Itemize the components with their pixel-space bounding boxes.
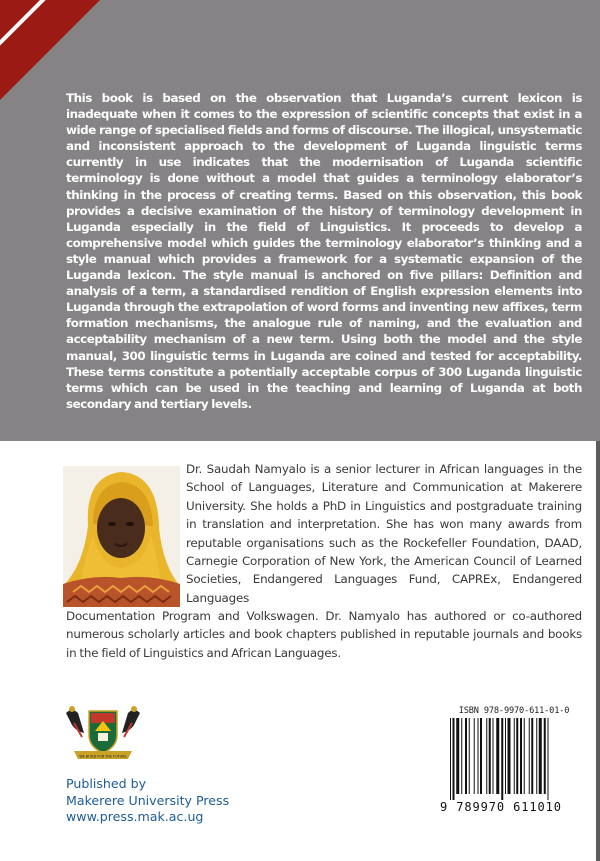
barcode-bar (496, 718, 499, 794)
barcode-bar (520, 718, 522, 794)
barcode-bar (478, 718, 479, 794)
barcode-bar (493, 718, 494, 794)
corner-accent (0, 0, 100, 100)
barcode-bar (461, 718, 462, 794)
barcode-bar (548, 718, 549, 800)
barcode-bar (489, 718, 491, 794)
edge-stripe (596, 441, 600, 861)
university-crest-logo (62, 703, 144, 765)
published-by-label: Published by (66, 776, 147, 791)
barcode-bar (524, 718, 525, 794)
crest-icon (62, 703, 144, 765)
author-portrait-image (63, 466, 180, 607)
barcode-bar (505, 718, 506, 794)
barcode-bar (529, 718, 530, 794)
barcode-bar (536, 718, 537, 794)
crest-motto: WE BUILD FOR THE FUTURE (79, 754, 127, 759)
isbn-digits: 9 789970 611010 (440, 800, 562, 814)
author-bio-continued: Documentation Program and Volkswagen. Dr. Namyalo has authored or co-authored numerous scholarly articles and book chapters published in reputable journals and books in the field of Linguistics and African Languages. (66, 609, 582, 660)
barcode-bar (531, 718, 533, 794)
isbn-label: ISBN 978-9970-611-01-0 (458, 706, 570, 716)
publisher-info (66, 776, 229, 826)
barcode-bar (480, 718, 482, 794)
barcode-bar (453, 718, 455, 800)
barcode-image (444, 718, 584, 800)
publisher-website: www.press.mak.ac.ug (66, 809, 204, 825)
barcode-bar (469, 718, 470, 794)
barcode-bar (465, 718, 467, 794)
barcode-bar (474, 718, 475, 794)
isbn-barcode (440, 706, 588, 816)
barcode-bar (516, 718, 518, 794)
barcode-bar (539, 718, 542, 794)
barcode-bar (544, 718, 546, 794)
publisher-name: Makerere University Press (66, 792, 230, 808)
author-bio: Dr. Saudah Namyalo is a senior lecturer in African languages in the School of Languages, Literature and Communication at Makerere University. She holds a PhD in Linguistics and postgraduate training in translation and interpretation. She has won many awards from reputable organisations such as the Rockefeller Foundation, DAAD, Carnegie Corporation of New York, the American Council of Learned Societies, Endangered Languages Fund, CAPREx, Endangered Languages (186, 462, 582, 605)
barcode-bar (514, 718, 515, 794)
barcode-bar (486, 718, 487, 794)
author-photo (63, 466, 180, 607)
barcode-bar (501, 718, 503, 800)
barcode-bar (456, 718, 459, 794)
barcode-bar (508, 718, 511, 794)
book-blurb: This book is based on the observation that Luganda’s current lexicon is inadequate when it comes to the expression of scientific concepts that exist in a wide range of specialised fields and forms of discourse. The illogical, unsystematic and inconsistent approach to the development of Luganda linguistic terms currently in use indicates that the modernisation of Luganda scientific terminology is done without a model that guides a terminology elaborator’s thinking in the process of creating terms. Based on this observation, this book provides a decisive examination of the history of terminology development in Luganda especially in the field of Linguistics. It proceeds to develop a comprehensive model which guides the terminology elaborator’s thinking and a style manual which provides a framework for a systematic expansion of the Luganda lexicon. The style manual is anchored on five pillars: Definition and analysis of a term, a standardised rendition of English expression elements into Luganda through the extrapolation of word forms and inventing new affixes, term formation mechanisms, the analogue rule of naming, and the evaluation and acceptability mechanism of a new term. Using both the model and the style manual, 300 linguistic terms in Luganda are coined and tested for acceptability. These terms constitute a potentially acceptable corpus of 300 Luganda linguistic terms which can be used in the teaching and learning of Luganda at both secondary and tertiary levels. (66, 91, 582, 411)
barcode-bar (450, 718, 451, 800)
